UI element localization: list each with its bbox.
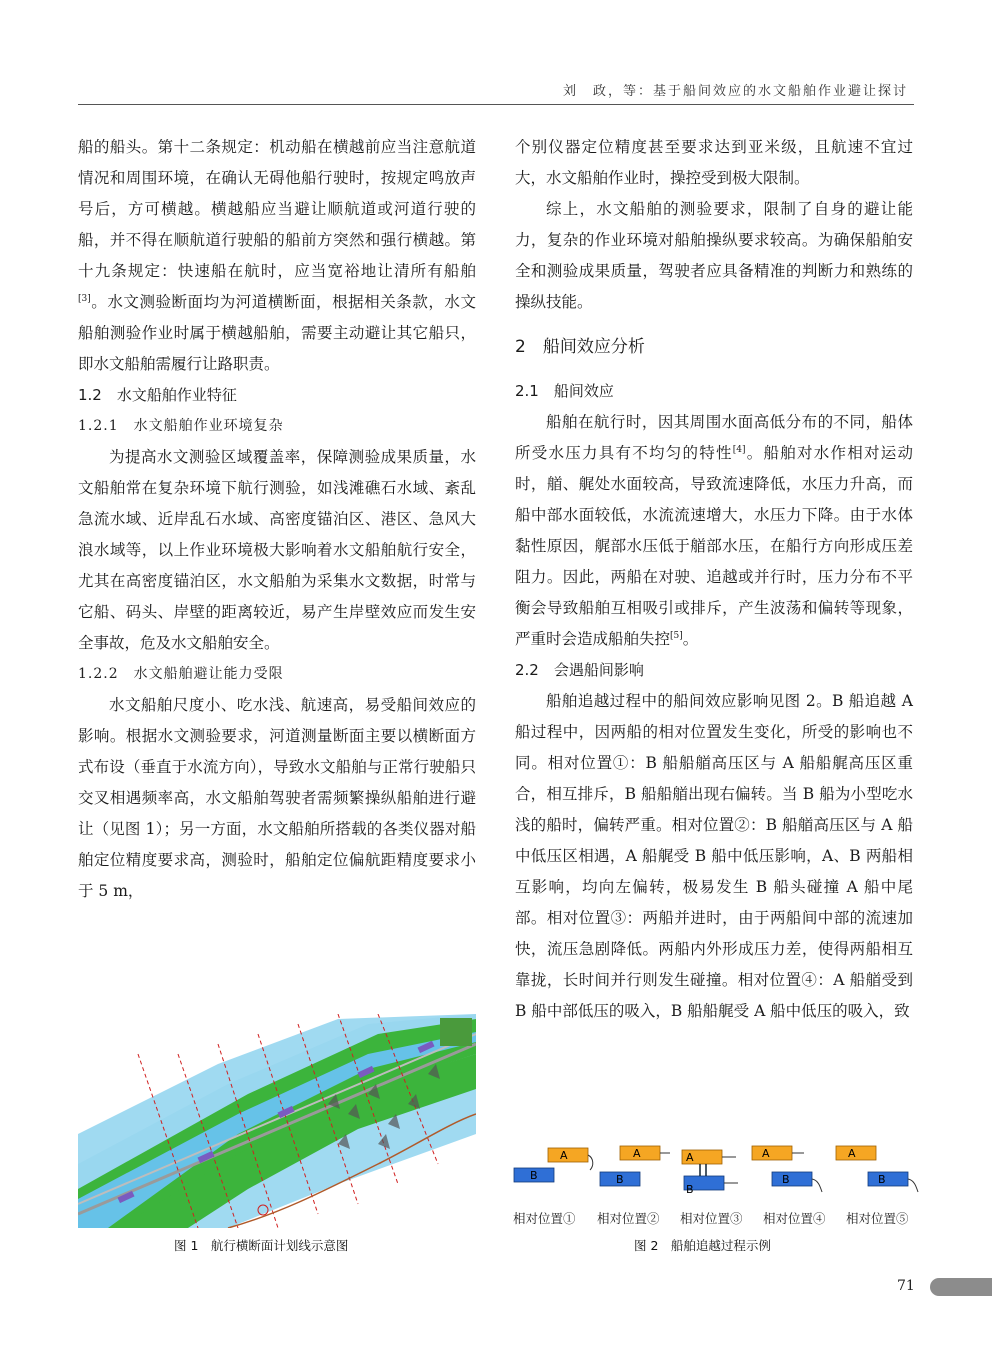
position-label: 相对位置⑤ (846, 1211, 909, 1226)
section-heading-1-2-1: 1.2.1 水文船舶作业环境复杂 (78, 418, 284, 434)
running-header (78, 78, 914, 105)
section-heading-2-2: 2.2 会遇船间影响 (515, 661, 644, 679)
paragraph: 个别仪器定位精度甚至要求达到亚米级，且航速不宜过大，水文船舶作业时，操控受到极大限制。 (515, 138, 913, 187)
citation[interactable]: [4] (732, 445, 746, 455)
svg-text:B: B (782, 1173, 790, 1186)
figure-1-map (78, 1014, 476, 1228)
paragraph: 水文船舶尺度小、吃水浅、航速高，易受船间效应的影响。根据水文测验要求，河道测量断面主要以横断面方式布设（垂直于水流方向），导致水文船舶与正常行驶船只交叉相遇频率高，水文船舶驾驶者需频繁操纵船舶进行避让（见图 1）；另一方面，水文船舶所搭载的各类仪器对船舶定位精度要求高，测验时，船舶定位偏航距精度要求小于 5 m， (78, 696, 476, 900)
page-tab-decoration (930, 1278, 992, 1296)
overtaking-diagram (510, 1140, 920, 1210)
paragraph: 综上，水文船舶的测验要求，限制了自身的避让能力，复杂的作业环境对船舶操纵要求较高。为确保船舶安全和测验成果质量，驾驶者应具备精准的判断力和熟练的操纵技能。 (515, 200, 913, 311)
svg-text:A: A (686, 1151, 694, 1164)
paragraph: 船舶追越过程中的船间效应影响见图 2。B 船追越 A 船过程中，因两船的相对位置发生变化，所受的影响也不同。相对位置①：B 船船艏高压区与 A 船船艉高压区重合，相互排斥，B 船船艏出现右偏转。当 B 船为小型吃水浅的船时，偏转严重。相对位置②：B 船艏高压区与 A 船中低压区相遇，A 船艉受 B 船中低压影响，A、B 两船相互影响，均向左偏转，极易发生 B 船头碰撞 A 船中尾部。相对位置③：两船并进时，由于两船间中部的流速加快，流压急剧降低。两船内外形成压力差，使得两船相互靠拢，长时间并行则发生碰撞。相对位置④：A 船艏受到 B 船中部低压的吸入，B 船船艉受 A 船中低压的吸入，致 (515, 692, 913, 1020)
position-1-group (514, 1148, 593, 1182)
figure-2-caption: 图 2 船舶追越过程示例 (634, 1238, 771, 1253)
citation[interactable]: [3] (78, 294, 91, 304)
position-label: 相对位置① (513, 1211, 576, 1226)
ship-a-label: A (560, 1149, 568, 1162)
section-heading-1-2: 1.2 水文船舶作业特征 (78, 386, 237, 404)
position-label: 相对位置④ (763, 1211, 826, 1226)
position-3-group (682, 1150, 738, 1196)
page-number: 71 (897, 1278, 915, 1294)
section-heading-2-1: 2.1 船间效应 (515, 382, 614, 400)
paragraph: 船的船头。第十二条规定：机动船在横越前应当注意航道情况和周围环境，在确认无碍他船行驶时，按规定鸣放声号后，方可横越。横越船应当避让顺航道或河道行驶的船，并不得在顺航道行驶船的船前方突然和强行横越。第十九条规定：快速船在航时，应当宽裕地让清所有船舶[3]。水文测验断面均为河道横断面，根据相关条款，水文船舶测验作业时属于横越船舶，需要主动避让其它船只，即水文船舶需履行让路职责。 (78, 138, 476, 373)
svg-text:B: B (686, 1183, 694, 1196)
section-heading-2: 2 船间效应分析 (515, 337, 645, 357)
ship-b-label: B (530, 1169, 538, 1182)
section-heading-1-2-2: 1.2.2 水文船舶避让能力受限 (78, 666, 284, 682)
paragraph: 船舶在航行时，因其周围水面高低分布的不同，船体所受水压力具有不均匀的特性[4]。船舶对水作相对运动时，艏、艉处水面较高，导致流速降低，水压力升高，而船中部水面较低，水流流速增大，水压力下降。由于水体黏性原因，艉部水压低于艏部水压，在船行方向形成压差阻力。因此，两船在对驶、追越或并行时，压力分布不平衡会导致船舶互相吸引或排斥，产生波荡和偏转等现象，严重时会造成船舶失控[5]。 (515, 413, 913, 648)
svg-text:A: A (848, 1147, 856, 1160)
position-label: 相对位置③ (680, 1211, 743, 1226)
position-2-group (600, 1146, 670, 1186)
citation[interactable]: [5] (670, 631, 683, 641)
ship-a (548, 1148, 588, 1162)
paragraph: 为提高水文测验区域覆盖率，保障测验成果质量，水文船舶常在复杂环境下航行测验，如浅滩礁石水域、紊乱急流水域、近岸乱石水域、高密度锚泊区、港区、急风大浪水域等，以上作业环境极大影响着水文船舶航行安全，尤其在高密度锚泊区，水文船舶为采集水文数据，时常与它船、码头、岸壁的距离较近，易产生岸壁效应而发生安全事故，危及水文船舶安全。 (78, 448, 476, 652)
svg-text:A: A (762, 1147, 770, 1160)
running-title: 刘 政，等：基于船间效应的水文船舶作业避让探讨 (562, 84, 908, 99)
left-column (78, 132, 476, 907)
position-label: 相对位置② (597, 1211, 660, 1226)
svg-text:A: A (633, 1147, 641, 1160)
svg-text:B: B (878, 1173, 886, 1186)
position-5-group (836, 1146, 918, 1192)
figure-1-caption: 图 1 航行横断面计划线示意图 (174, 1238, 349, 1253)
position-4-group (752, 1146, 822, 1192)
right-column (515, 132, 913, 1027)
channel-map-image (78, 1014, 476, 1228)
svg-text:B: B (616, 1173, 624, 1186)
